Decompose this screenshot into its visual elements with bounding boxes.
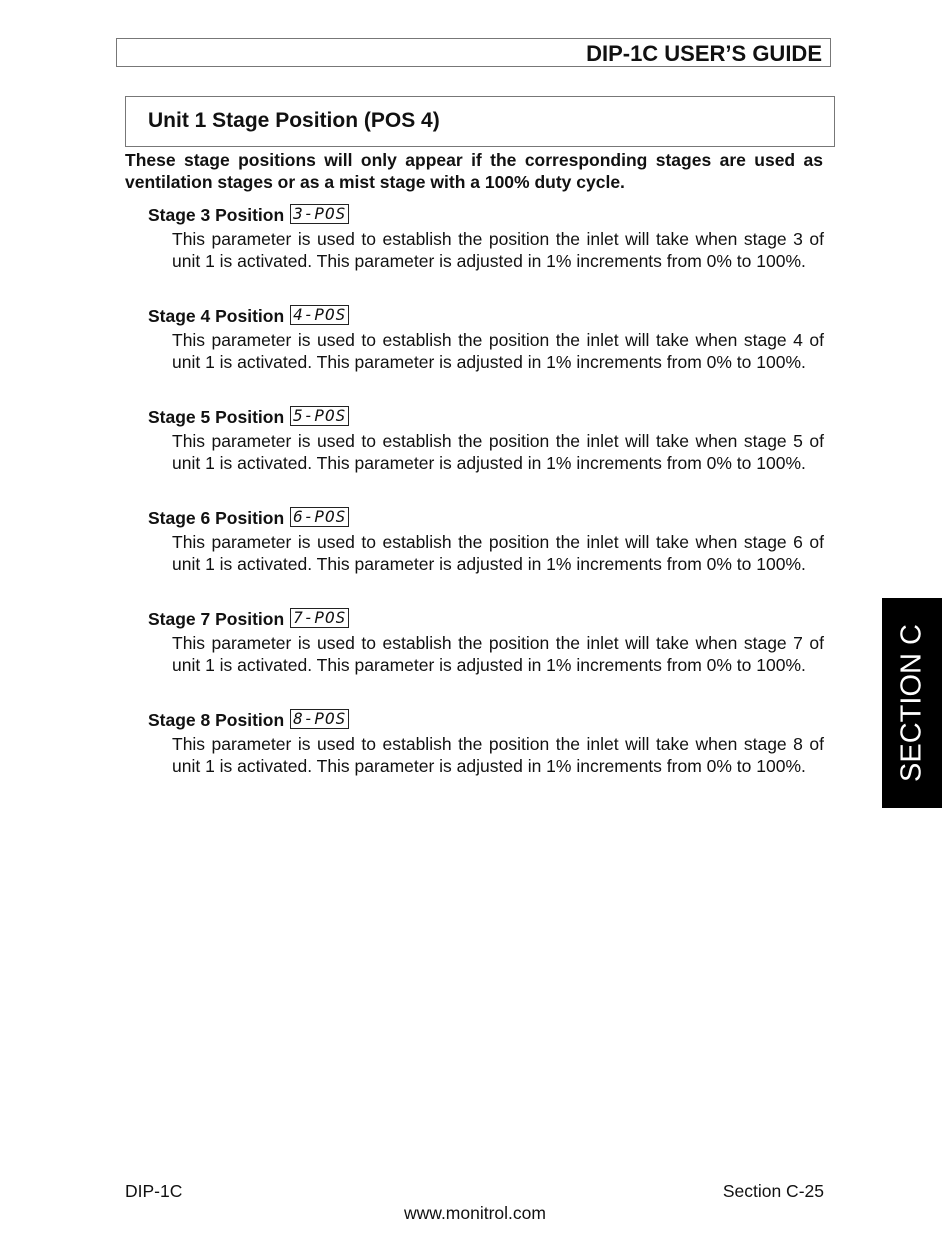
intro-paragraph: These stage positions will only appear if the corresponding stages are used as ventilation stages or as a mist stage with a 100% duty cycle. xyxy=(125,150,823,192)
lcd-display-code: 5-POS xyxy=(290,406,349,426)
stage-heading xyxy=(148,505,824,531)
lcd-display-code: 4-POS xyxy=(290,305,349,325)
stage-description: This parameter is used to establish the position the inlet will take when stage 6 of unit 1 is activated. This parameter is adjusted in 1% increments from 0% to 100%. xyxy=(172,532,824,575)
stage-item xyxy=(148,606,824,707)
stage-heading xyxy=(148,404,824,430)
stage-heading xyxy=(148,202,824,228)
section-heading-box xyxy=(125,96,835,147)
stage-label: Stage 3 Position xyxy=(148,205,285,225)
stage-label: Stage 7 Position xyxy=(148,609,285,629)
stage-heading xyxy=(148,707,824,733)
stage-description: This parameter is used to establish the position the inlet will take when stage 4 of unit 1 is activated. This parameter is adjusted in 1% increments from 0% to 100%. xyxy=(172,330,824,373)
footer-website: www.monitrol.com xyxy=(404,1203,546,1223)
footer-doc-id: DIP-1C xyxy=(125,1181,183,1201)
stage-description: This parameter is used to establish the position the inlet will take when stage 8 of unit 1 is activated. This parameter is adjusted in 1% increments from 0% to 100%. xyxy=(172,734,824,777)
header-box xyxy=(116,38,831,67)
lcd-display-code: 6-POS xyxy=(290,507,349,527)
stage-item xyxy=(148,404,824,505)
stage-label: Stage 5 Position xyxy=(148,407,285,427)
stage-label: Stage 8 Position xyxy=(148,710,285,730)
stage-item xyxy=(148,202,824,303)
stage-label: Stage 4 Position xyxy=(148,306,285,326)
stage-list xyxy=(148,202,824,808)
stage-item xyxy=(148,707,824,808)
stage-item xyxy=(148,303,824,404)
stage-description: This parameter is used to establish the position the inlet will take when stage 5 of unit 1 is activated. This parameter is adjusted in 1% increments from 0% to 100%. xyxy=(172,431,824,474)
stage-heading xyxy=(148,303,824,329)
stage-heading xyxy=(148,606,824,632)
lcd-display-code: 7-POS xyxy=(290,608,349,628)
stage-description: This parameter is used to establish the position the inlet will take when stage 7 of unit 1 is activated. This parameter is adjusted in 1% increments from 0% to 100%. xyxy=(172,633,824,676)
footer-page-number: Section C-25 xyxy=(722,1181,824,1201)
document-title: DIP-1C USER’S GUIDE xyxy=(586,41,822,66)
stage-item xyxy=(148,505,824,606)
section-tab-label: SECTION C xyxy=(895,624,928,782)
section-tab xyxy=(882,598,942,808)
section-title: Unit 1 Stage Position (POS 4) xyxy=(148,109,440,132)
stage-description: This parameter is used to establish the position the inlet will take when stage 3 of unit 1 is activated. This parameter is adjusted in 1% increments from 0% to 100%. xyxy=(172,229,824,272)
lcd-display-code: 3-POS xyxy=(290,204,349,224)
lcd-display-code: 8-POS xyxy=(290,709,349,729)
stage-label: Stage 6 Position xyxy=(148,508,285,528)
